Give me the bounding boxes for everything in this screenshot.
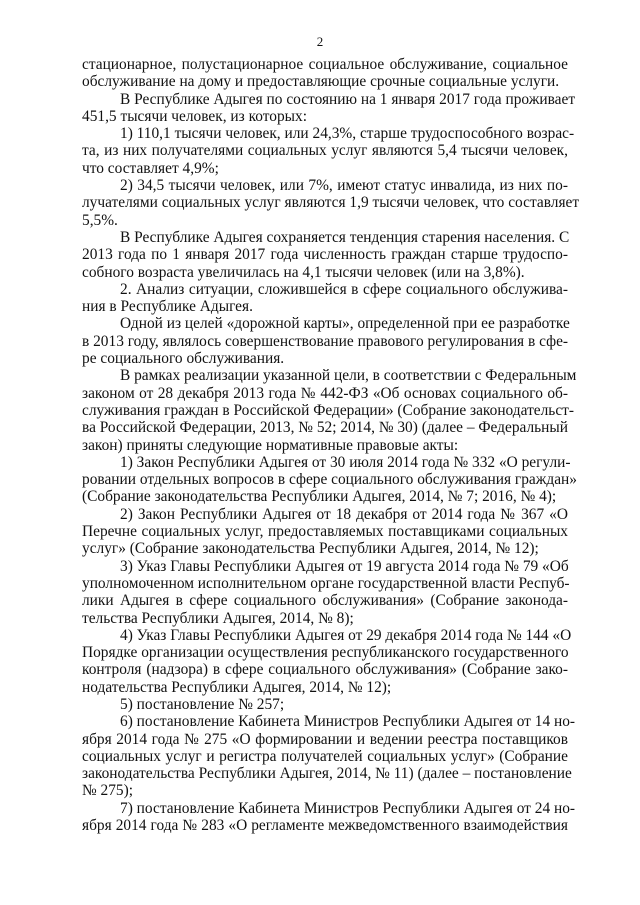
text-line: 6) постановление Кабинета Министров Республики Адыгея от 14 но- (120, 713, 576, 731)
text-line: 7) постановление Кабинета Министров Республики Адыгея от 24 но- (120, 799, 576, 817)
text-line: ровании отдельных вопросов в сфере социального обслуживания граждан» (82, 471, 577, 489)
text-line: Порядке организации осуществления республиканского государственного (82, 644, 569, 662)
text-line: закон) приняты следующие нормативные правовые акты: (82, 436, 459, 454)
page-number: 2 (316, 34, 324, 49)
text-line: 4) Указ Главы Республики Адыгея от 29 декабря 2014 года № 144 «О (120, 626, 572, 644)
text-line: 2013 года по 1 января 2017 года численность граждан старше трудоспо- (82, 246, 568, 264)
text-line: собного возраста увеличилась на 4,1 тысячи человек (или на 3,8%). (82, 263, 525, 281)
text-line: 1) Закон Республики Адыгея от 30 июля 2014 года № 332 «О регули- (120, 453, 571, 471)
text-line: 2) 34,5 тысячи человек, или 7%, имеют статус инвалида, из них по- (120, 177, 568, 195)
text-line: обслуживание на дому и предоставляющие срочные социальные услуги. (82, 73, 560, 91)
text-line: тельства Республики Адыгея, 2014, № 8); (82, 609, 354, 627)
text-line: № 275); (82, 782, 134, 800)
text-line: лучателями социальных услуг являются 1,9 тысячи человек, что составляет (82, 194, 580, 212)
text-line: служивания граждан в Российской Федерации» (Собрание законодательст- (82, 401, 575, 419)
text-line: 3) Указ Главы Республики Адыгея от 19 августа 2014 года № 79 «Об (120, 557, 569, 575)
text-line: лики Адыгея в сфере социального обслуживания» (Собрание законода- (82, 592, 568, 610)
text-line: законодательства Республики Адыгея, 2014, № 11) (далее – постановление (82, 765, 572, 783)
text-line: 2) Закон Республики Адыгея от 18 декабря от 2014 года № 367 «О (120, 505, 568, 523)
document-body (82, 56, 580, 835)
text-line: Перечне социальных услуг, предоставляемых поставщиками социальных (82, 523, 568, 541)
text-line: 5,5%. (82, 211, 118, 229)
text-line: та, из них получателями социальных услуг являются 5,4 тысячи человек, (82, 142, 568, 160)
text-line: 1) 110,1 тысячи человек, или 24,3%, старше трудоспособного возрас- (120, 125, 575, 143)
text-line: что составляет 4,9%; (82, 159, 219, 177)
text-line: 2. Анализ ситуации, сложившейся в сфере социального обслужива- (120, 280, 568, 298)
text-line: В Республике Адыгея сохраняется тенденция старения населения. С (120, 228, 570, 246)
text-line: ября 2014 года № 283 «О регламенте межведомственного взаимодействия (82, 817, 568, 835)
text-line: контроля (надзора) в сфере социального обслуживания» (Собрание зако- (82, 661, 568, 679)
text-line: Одной из целей «дорожной карты», определенной при ее разработке (120, 315, 570, 333)
text-line: в 2013 году, являлось совершенствование правового регулирования в сфе- (82, 332, 569, 350)
text-line: 5) постановление № 257; (120, 695, 285, 713)
text-line: уполномоченном исполнительном органе государственной власти Респуб- (82, 574, 570, 592)
text-line: 451,5 тысячи человек, из которых: (82, 107, 307, 125)
text-line: социальных услуг и регистра получателей социальных услуг» (Собрание (82, 747, 568, 765)
text-line: ния в Республике Адыгея. (82, 298, 253, 316)
text-line: услуг» (Собрание законодательства Республики Адыгея, 2014, № 12); (82, 540, 539, 558)
text-line: В Республике Адыгея по состоянию на 1 января 2017 года проживает (120, 90, 576, 108)
text-line: ва Российской Федерации, 2013, № 52; 2014, № 30) (далее – Федеральный (82, 419, 568, 437)
text-line: стационарное, полустационарное социальное обслуживание, социальное (82, 56, 568, 73)
text-line: законом от 28 декабря 2013 года № 442-ФЗ «Об основах социального об- (82, 384, 568, 402)
text-line: ября 2014 года № 275 «О формировании и ведении реестра поставщиков (82, 730, 568, 748)
text-line: (Собрание законодательства Республики Адыгея, 2014, № 7; 2016, № 4); (82, 488, 557, 506)
text-line: ре социального обслуживания. (82, 350, 285, 368)
text-line: нодательства Республики Адыгея, 2014, № 12); (82, 678, 392, 696)
text-line: В рамках реализации указанной цели, в соответствии с Федеральным (120, 367, 577, 385)
